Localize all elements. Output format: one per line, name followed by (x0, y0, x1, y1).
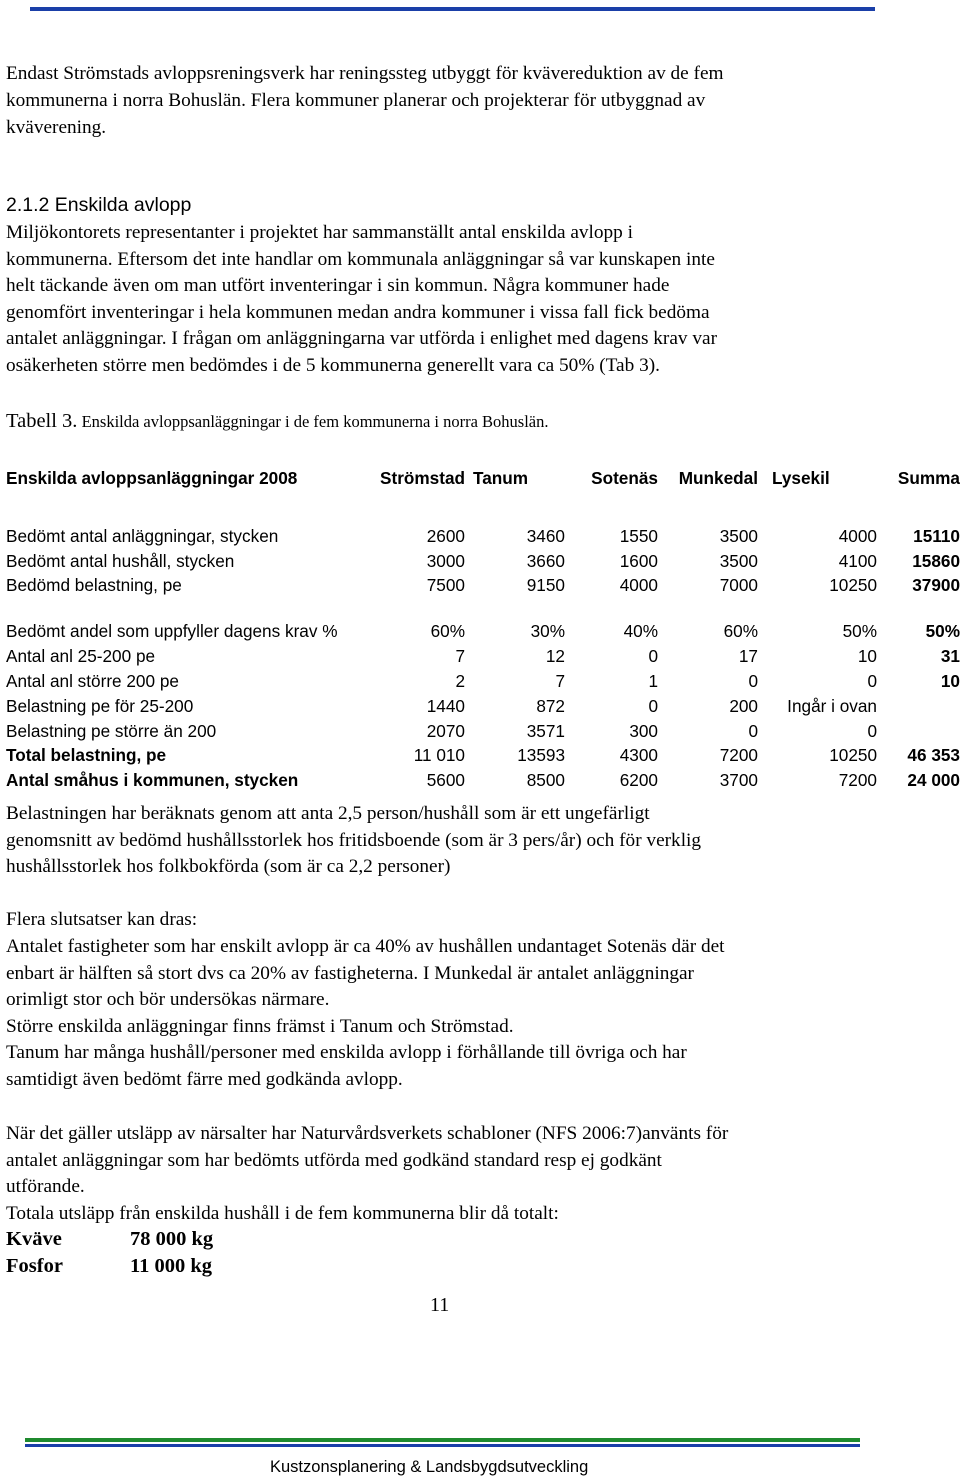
table-cell (877, 717, 960, 742)
table-cell: Antal anl 25-200 pe (6, 646, 156, 667)
table-row (6, 717, 960, 742)
table-cell (877, 692, 960, 717)
table-cell: 37900 (912, 575, 960, 596)
table-cell: 31 (940, 646, 960, 667)
table-row (6, 766, 960, 791)
table-cell: 24 000 (907, 770, 960, 791)
footer-text: Kustzonsplanering & Landsbygdsutveckling (270, 1458, 589, 1476)
total-value: 11 000 kg (130, 1255, 213, 1277)
table-cell: Total belastning, pe (6, 745, 167, 766)
table-cell: 17 (738, 646, 758, 667)
table-cell: 11 010 (413, 745, 465, 766)
text-line: utförande. (6, 1176, 85, 1197)
text-line: orimligt stor och bör undersökas närmare. (6, 989, 330, 1010)
footer-rule-blue (25, 1444, 860, 1447)
table-row (6, 667, 960, 692)
table-cell: 4000 (838, 525, 877, 546)
table-cell: 2 (455, 670, 465, 691)
text-line: antalet anläggningar. I frågan om anläggningarna var utförda i enlighet med dagens krav var (6, 328, 717, 349)
table-row (6, 742, 960, 767)
table-cell: 4000 (619, 575, 658, 596)
table-cell: 30% (530, 621, 565, 642)
column-header: Sotenäs (591, 468, 658, 488)
total-phosphorus (6, 1255, 213, 1278)
table-cell: 1 (648, 670, 658, 691)
table-cell: 12 (545, 646, 565, 667)
table-cell: 3700 (719, 770, 758, 791)
table-cell: 7 (455, 646, 465, 667)
text-line: Belastningen har beräknats genom att anta 2,5 person/hushåll som är ett ungefärligt (6, 803, 650, 824)
table-cell: 3660 (526, 550, 565, 571)
table-cell: 1550 (619, 525, 658, 546)
table-cell: 4300 (619, 745, 658, 766)
table-cell: 7000 (719, 575, 758, 596)
table-cell: Bedömt antal anläggningar, stycken (6, 525, 279, 546)
text-line: När det gäller utsläpp av närsalter har Naturvårdsverkets schabloner (NFS 2006:7)använts för (6, 1123, 729, 1144)
table-cell: 10250 (829, 745, 877, 766)
table-cell: 872 (536, 695, 565, 716)
table-cell: 60% (723, 621, 758, 642)
text-line: hushållsstorlek hos folkbokförda (som är ca 2,2 personer) (6, 856, 451, 877)
footer-rule-green (25, 1438, 860, 1442)
table-cell: 10 (940, 670, 960, 691)
text-line: kommunerna i norra Bohuslän. Flera kommuner planerar och projekterar för utbyggnad av (6, 90, 706, 111)
table-cell: Antal anl större 200 pe (6, 670, 179, 691)
table-caption-text: Enskilda avloppsanläggningar i de fem kommunerna i norra Bohuslän. (77, 412, 549, 431)
table-cell: 0 (648, 646, 658, 667)
table-cell: 6200 (619, 770, 658, 791)
text-line: Totala utsläpp från enskilda hushåll i de fem kommunerna blir då totalt: (6, 1203, 559, 1224)
table-cell: Antal småhus i kommunen, stycken (6, 770, 299, 791)
table-row (6, 547, 960, 572)
table-cell: Bedömt antal hushåll, stycken (6, 550, 235, 571)
data-table (6, 459, 960, 791)
text-line: enbart är hälften så stort dvs ca 20% av fastigheterna. I Munkedal är antalet anläggningar (6, 963, 694, 984)
table-cell: 0 (867, 670, 877, 691)
text-line: antalet anläggningar som har bedömts utförda med godkänd standard resp ej godkänt (6, 1150, 662, 1171)
text-line: Tanum har många hushåll/personer med enskilda avlopp i förhållande till övriga och har (6, 1042, 687, 1063)
table-cell: 15860 (912, 550, 960, 571)
column-header: Enskilda avloppsanläggningar 2008 (6, 468, 298, 488)
table-cell: 3500 (719, 550, 758, 571)
text-line: genomfört inventeringar i hela kommunen medan andra kommuner i vissa fall fick bedöma (6, 302, 710, 323)
table-cell: Belastning pe större än 200 (6, 720, 217, 741)
column-header: Lysekil (772, 468, 830, 488)
table-cell: 15110 (913, 525, 960, 546)
table-cell: 3500 (719, 525, 758, 546)
table-cell: 50% (925, 621, 960, 642)
table-cell: 0 (748, 670, 758, 691)
text-line: Större enskilda anläggningar finns främst i Tanum och Strömstad. (6, 1016, 514, 1037)
header-rule (30, 7, 875, 11)
table-cell: 7200 (838, 770, 877, 791)
table-cell: 10250 (829, 575, 877, 596)
total-label: Kväve (6, 1228, 62, 1250)
table-cell: 1440 (426, 695, 465, 716)
table-cell: 200 (729, 695, 758, 716)
text-line: osäkerheten större men bedömdes i de 5 kommunerna generellt vara ca 50% (Tab 3). (6, 355, 660, 376)
table-row (6, 642, 960, 667)
table-cell: 13593 (517, 745, 565, 766)
table-row (6, 572, 960, 597)
section-heading: 2.1.2 Enskilda avlopp (6, 194, 192, 216)
table-caption (6, 410, 549, 433)
table-cell: Bedömt andel som uppfyller dagens krav % (6, 621, 338, 642)
table-cell: 0 (867, 720, 877, 741)
total-label: Fosfor (6, 1255, 63, 1277)
table-cell: 60% (430, 621, 465, 642)
text-line: kväverening. (6, 117, 107, 138)
text-line: genomsnitt av bedömd hushållsstorlek hos fritidsboende (som är 3 pers/år) och för verklig (6, 830, 702, 851)
text-line: Flera slutsatser kan dras: (6, 909, 198, 930)
table-cell: 300 (629, 720, 658, 741)
table-cell: 3571 (526, 720, 565, 741)
page-number: 11 (430, 1294, 450, 1316)
column-header: Tanum (473, 468, 529, 488)
total-value: 78 000 kg (130, 1228, 214, 1250)
total-nitrogen (6, 1228, 214, 1251)
table-cell: 40% (623, 621, 658, 642)
table-cell: Ingår i ovan (787, 695, 877, 716)
table-cell: 0 (648, 695, 658, 716)
table-cell: 46 353 (907, 745, 960, 766)
table-cell: 2070 (426, 720, 465, 741)
table-cell: 50% (842, 621, 877, 642)
table-cell: 9150 (526, 575, 565, 596)
text-line: Endast Strömstads avloppsreningsverk har reningssteg utbyggt för kvävereduktion av de fem (6, 63, 724, 84)
table-cell: 3460 (526, 525, 565, 546)
text-line: helt täckande även om man utfört inventeringar i sin kommun. Några kommuner hade (6, 275, 670, 296)
column-header: Summa (897, 468, 960, 488)
table-header-row (6, 459, 960, 489)
table-cell: 1600 (619, 550, 658, 571)
table-cell: 0 (748, 720, 758, 741)
table-cell: 7200 (719, 745, 758, 766)
table-row (6, 522, 960, 547)
table-caption-label: Tabell 3. (6, 410, 78, 432)
table-cell: Belastning pe för 25-200 (6, 695, 194, 716)
text-line: Miljökontorets representanter i projektet har sammanställt antal enskilda avlopp i (6, 222, 633, 243)
table-cell: 4100 (838, 550, 877, 571)
table-row (6, 692, 960, 717)
column-header: Munkedal (678, 468, 758, 488)
table-row (6, 596, 960, 642)
column-header: Strömstad (380, 468, 465, 488)
table-cell: 5600 (426, 770, 465, 791)
table-cell: Bedömd belastning, pe (6, 575, 182, 596)
text-line: kommunerna. Eftersom det inte handlar om kommunala anläggningar så var kunskapen inte (6, 249, 715, 270)
table-cell: 8500 (526, 770, 565, 791)
text-line: samtidigt även bedömt färre med godkända avlopp. (6, 1069, 403, 1090)
table-cell: 7500 (426, 575, 465, 596)
table-cell: 7 (555, 670, 565, 691)
table-cell: 2600 (426, 525, 465, 546)
table-cell: 3000 (426, 550, 465, 571)
text-line: Antalet fastigheter som har enskilt avlopp är ca 40% av hushållen undantaget Sotenäs där det (6, 936, 725, 957)
table-cell: 10 (857, 646, 877, 667)
